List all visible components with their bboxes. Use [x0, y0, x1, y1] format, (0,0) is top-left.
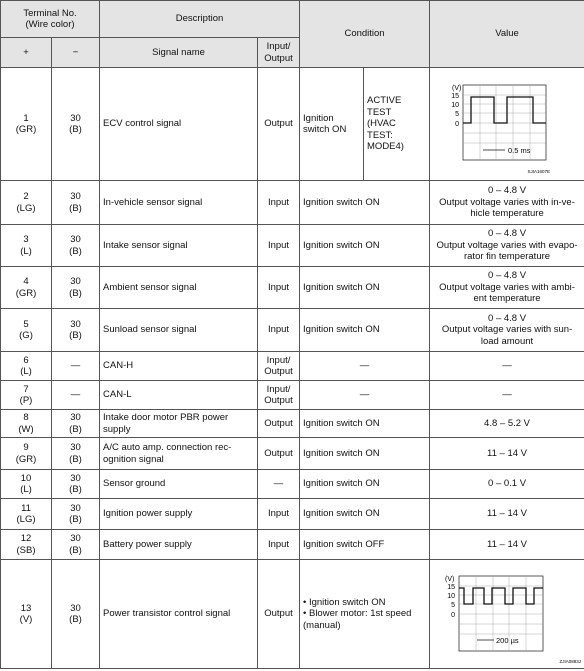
description-header: Description	[100, 1, 300, 38]
signal-name: Ignition power supply	[100, 499, 258, 530]
wave2-ref: ZJIA0883J	[559, 658, 582, 664]
signal-name: Ambient sensor signal	[100, 267, 258, 309]
wave1-tick-10: 10	[451, 101, 460, 109]
signal-name: Sensor ground	[100, 470, 258, 499]
condition: —	[300, 381, 430, 410]
terminal-plus: 11 (LG)	[1, 499, 52, 530]
condition-header: Condition	[300, 1, 430, 68]
wave1-signal	[463, 97, 546, 123]
signal-name: ECV control signal	[100, 68, 258, 181]
wave1-unit: (V)	[452, 84, 462, 92]
wave2-tick-10: 10	[447, 592, 456, 600]
terminal-plus: 5 (G)	[1, 309, 52, 352]
table-row	[1, 381, 584, 410]
terminal-minus: 30 (B)	[52, 225, 100, 267]
wave2-tick-15: 15	[447, 583, 456, 591]
terminal-plus: 13 (V)	[1, 560, 52, 669]
io-type: Input/ Output	[258, 352, 300, 381]
table-row	[1, 530, 584, 560]
io-header: Input/ Output	[258, 38, 300, 68]
terminal-plus: 7 (P)	[1, 381, 52, 410]
wave1-time-label: 0.5 ms	[508, 145, 531, 155]
io-type: Input	[258, 499, 300, 530]
terminal-plus: 2 (LG)	[1, 181, 52, 225]
io-type: Output	[258, 410, 300, 438]
condition: Ignition switch ON	[300, 225, 430, 267]
condition-ignition: Ignition switch ON	[300, 68, 364, 181]
wave1-ref: SJIA1607E	[527, 168, 551, 174]
condition: Ignition switch ON	[300, 438, 430, 470]
wave1-tick-0: 0	[455, 120, 460, 128]
table-row	[1, 352, 584, 381]
value: —	[430, 381, 584, 410]
wave2-unit: (V)	[445, 575, 455, 583]
terminal-minus: 30 (B)	[52, 267, 100, 309]
signal-name-header: Signal name	[100, 38, 258, 68]
signal-name: Intake sensor signal	[100, 225, 258, 267]
terminal-minus: —	[52, 352, 100, 381]
terminal-minus: 30 (B)	[52, 309, 100, 352]
signal-name: Sunload sensor signal	[100, 309, 258, 352]
terminal-plus: 6 (L)	[1, 352, 52, 381]
terminal-minus: 30 (B)	[52, 410, 100, 438]
value: 4.8 – 5.2 V	[430, 410, 584, 438]
value: 0 – 4.8 V Output voltage varies with evapo- rator fin temperature	[430, 225, 584, 267]
terminal-plus: 12 (SB)	[1, 530, 52, 560]
signal-name: A/C auto amp. connection rec- ognition signal	[100, 438, 258, 470]
table-row	[1, 499, 584, 530]
condition: Ignition switch ON	[300, 470, 430, 499]
terminal-plus: 1 (GR)	[1, 68, 52, 181]
io-type: Input	[258, 309, 300, 352]
condition: Ignition switch ON	[300, 410, 430, 438]
terminal-minus: 30 (B)	[52, 181, 100, 225]
terminal-plus: 4 (GR)	[1, 267, 52, 309]
signal-name: CAN-H	[100, 352, 258, 381]
wave2-tick-0: 0	[451, 611, 456, 619]
table-row	[1, 309, 584, 352]
io-type: Output	[258, 438, 300, 470]
table-row	[1, 438, 584, 470]
condition: Ignition switch ON	[300, 181, 430, 225]
value: 0 – 4.8 V Output voltage varies with ambi- ent temperature	[430, 267, 584, 309]
terminal-plus: 10 (L)	[1, 470, 52, 499]
value: 11 – 14 V	[430, 530, 584, 560]
value-header: Value	[430, 1, 584, 68]
terminal-minus: 30 (B)	[52, 560, 100, 669]
value: 0 – 4.8 V Output voltage varies with in-ve- hicle temperature	[430, 181, 584, 225]
table-row	[1, 560, 584, 669]
io-type: Input/ Output	[258, 381, 300, 410]
terminal-minus: 30 (B)	[52, 499, 100, 530]
terminal-minus: —	[52, 381, 100, 410]
signal-name: Intake door motor PBR power supply	[100, 410, 258, 438]
value: 11 – 14 V	[430, 499, 584, 530]
value: 0 – 4.8 V Output voltage varies with sun- load amount	[430, 309, 584, 352]
table-row	[1, 68, 584, 181]
table-row	[1, 267, 584, 309]
wave1-tick-15: 15	[451, 92, 460, 100]
condition-active-test: ACTIVE TEST (HVAC TEST: MODE4)	[364, 68, 430, 181]
waveform-ecv-graph	[430, 69, 584, 180]
value-waveform-power-transistor	[430, 560, 584, 669]
plus-header: +	[1, 38, 52, 68]
terminal-plus: 8 (W)	[1, 410, 52, 438]
terminal-minus: 30 (B)	[52, 530, 100, 560]
value-waveform-ecv	[430, 68, 584, 181]
table-row	[1, 470, 584, 499]
waveform-power-transistor-graph	[430, 561, 584, 668]
wave1-tick-5: 5	[455, 110, 460, 118]
terminal-minus: 30 (B)	[52, 438, 100, 470]
table-row	[1, 225, 584, 267]
condition: Ignition switch OFF	[300, 530, 430, 560]
signal-name: Battery power supply	[100, 530, 258, 560]
condition: • Ignition switch ON • Blower motor: 1st speed (manual)	[300, 560, 430, 669]
table-row	[1, 181, 584, 225]
terminal-minus: 30 (B)	[52, 470, 100, 499]
io-type: Output	[258, 68, 300, 181]
condition: Ignition switch ON	[300, 309, 430, 352]
table-row	[1, 410, 584, 438]
signal-name: In-vehicle sensor signal	[100, 181, 258, 225]
io-type: Input	[258, 530, 300, 560]
io-type: Input	[258, 181, 300, 225]
signal-name: CAN-L	[100, 381, 258, 410]
io-type: Output	[258, 560, 300, 669]
signal-name: Power transistor control signal	[100, 560, 258, 669]
terminal-plus: 3 (L)	[1, 225, 52, 267]
io-type: Input	[258, 225, 300, 267]
value: —	[430, 352, 584, 381]
wave2-time-label: 200 µs	[496, 635, 519, 645]
terminal-minus: 30 (B)	[52, 68, 100, 181]
condition: —	[300, 352, 430, 381]
io-type: —	[258, 470, 300, 499]
value: 11 – 14 V	[430, 438, 584, 470]
io-type: Input	[258, 267, 300, 309]
wave2-signal	[459, 588, 543, 604]
wave2-tick-5: 5	[451, 601, 456, 609]
condition: Ignition switch ON	[300, 499, 430, 530]
terminal-plus: 9 (GR)	[1, 438, 52, 470]
condition: Ignition switch ON	[300, 267, 430, 309]
terminal-no-header: Terminal No. (Wire color)	[1, 1, 100, 38]
minus-header: −	[52, 38, 100, 68]
value: 0 – 0.1 V	[430, 470, 584, 499]
